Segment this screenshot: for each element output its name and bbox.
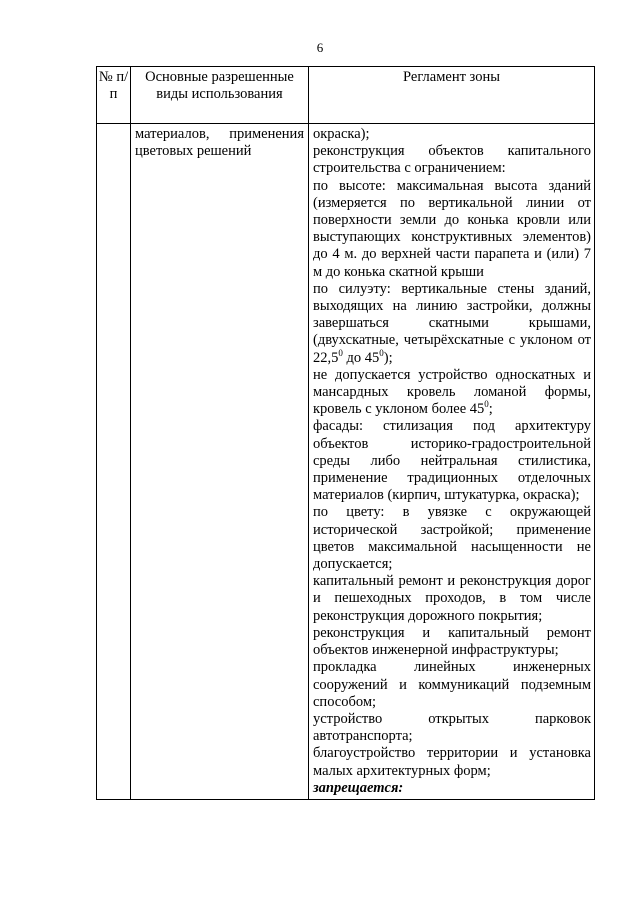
regulation-paragraph: капитальный ремонт и реконструкция дорог и пешеходных проходов, в том числе реконструкция дорожного покрытия; bbox=[313, 573, 591, 624]
regulation-cell bbox=[309, 124, 595, 800]
prohibited-heading: запрещается: bbox=[313, 779, 404, 796]
header-permitted-uses: Основные разрешенные виды использования bbox=[131, 67, 309, 124]
zone-regulations-table bbox=[96, 66, 595, 800]
header-zone-regulation: Регламент зоны bbox=[309, 67, 595, 124]
table-row bbox=[97, 124, 595, 800]
row-number-cell bbox=[97, 124, 131, 800]
header-number: № п/п bbox=[97, 67, 131, 124]
regulation-paragraph: окраска); bbox=[313, 126, 370, 142]
page-number: 6 bbox=[316, 40, 324, 55]
regulation-paragraph: устройство открытых парковок автотранспорта; bbox=[313, 710, 591, 745]
regulation-paragraph: фасады: стилизация под архитектуру объектов историко-градостроительной среды либо нейтральная стилистика, применение традиционных отделочных материалов (кирпич, штукатурка, окраска); bbox=[313, 418, 591, 504]
permitted-use-cell: материалов, применения цветовых решений bbox=[131, 124, 309, 800]
regulation-paragraph: по цвету: в увязке с окружающей исторической застройкой; применение цветов максимальной насыщенности не допускается; bbox=[313, 504, 591, 573]
table-header-row bbox=[97, 67, 595, 124]
regulation-paragraph: реконструкция объектов капитального строительства с ограничением: bbox=[313, 143, 591, 177]
regulation-paragraph: благоустройство территории и установка малых архитектурных форм; bbox=[313, 745, 591, 779]
regulation-paragraph: по высоте: максимальная высота зданий (измеряется по вертикальной линии от поверхности земли до конька кровли или выступающих конструктивных элементов) до 4 м. до верхней части парапета и (или) 7 м до конька скатной крыши bbox=[313, 177, 591, 280]
regulation-paragraph: по силуэту: вертикальные стены зданий, выходящих на линию застройки, должны завершаться скатными крышами, (двухскатные, четырёхскатные с уклоном от 22,5$^0$ до $45^0$); bbox=[313, 280, 591, 366]
regulation-paragraph: реконструкция и капитальный ремонт объектов инженерной инфраструктуры; bbox=[313, 624, 591, 659]
regulation-paragraph: прокладка линейных инженерных сооружений и коммуникаций подземным способом; bbox=[313, 659, 591, 710]
regulation-paragraph: не допускается устройство односкатных и мансардных кровель ломаной формы, кровель с уклоном более $45^0$; bbox=[313, 366, 591, 418]
